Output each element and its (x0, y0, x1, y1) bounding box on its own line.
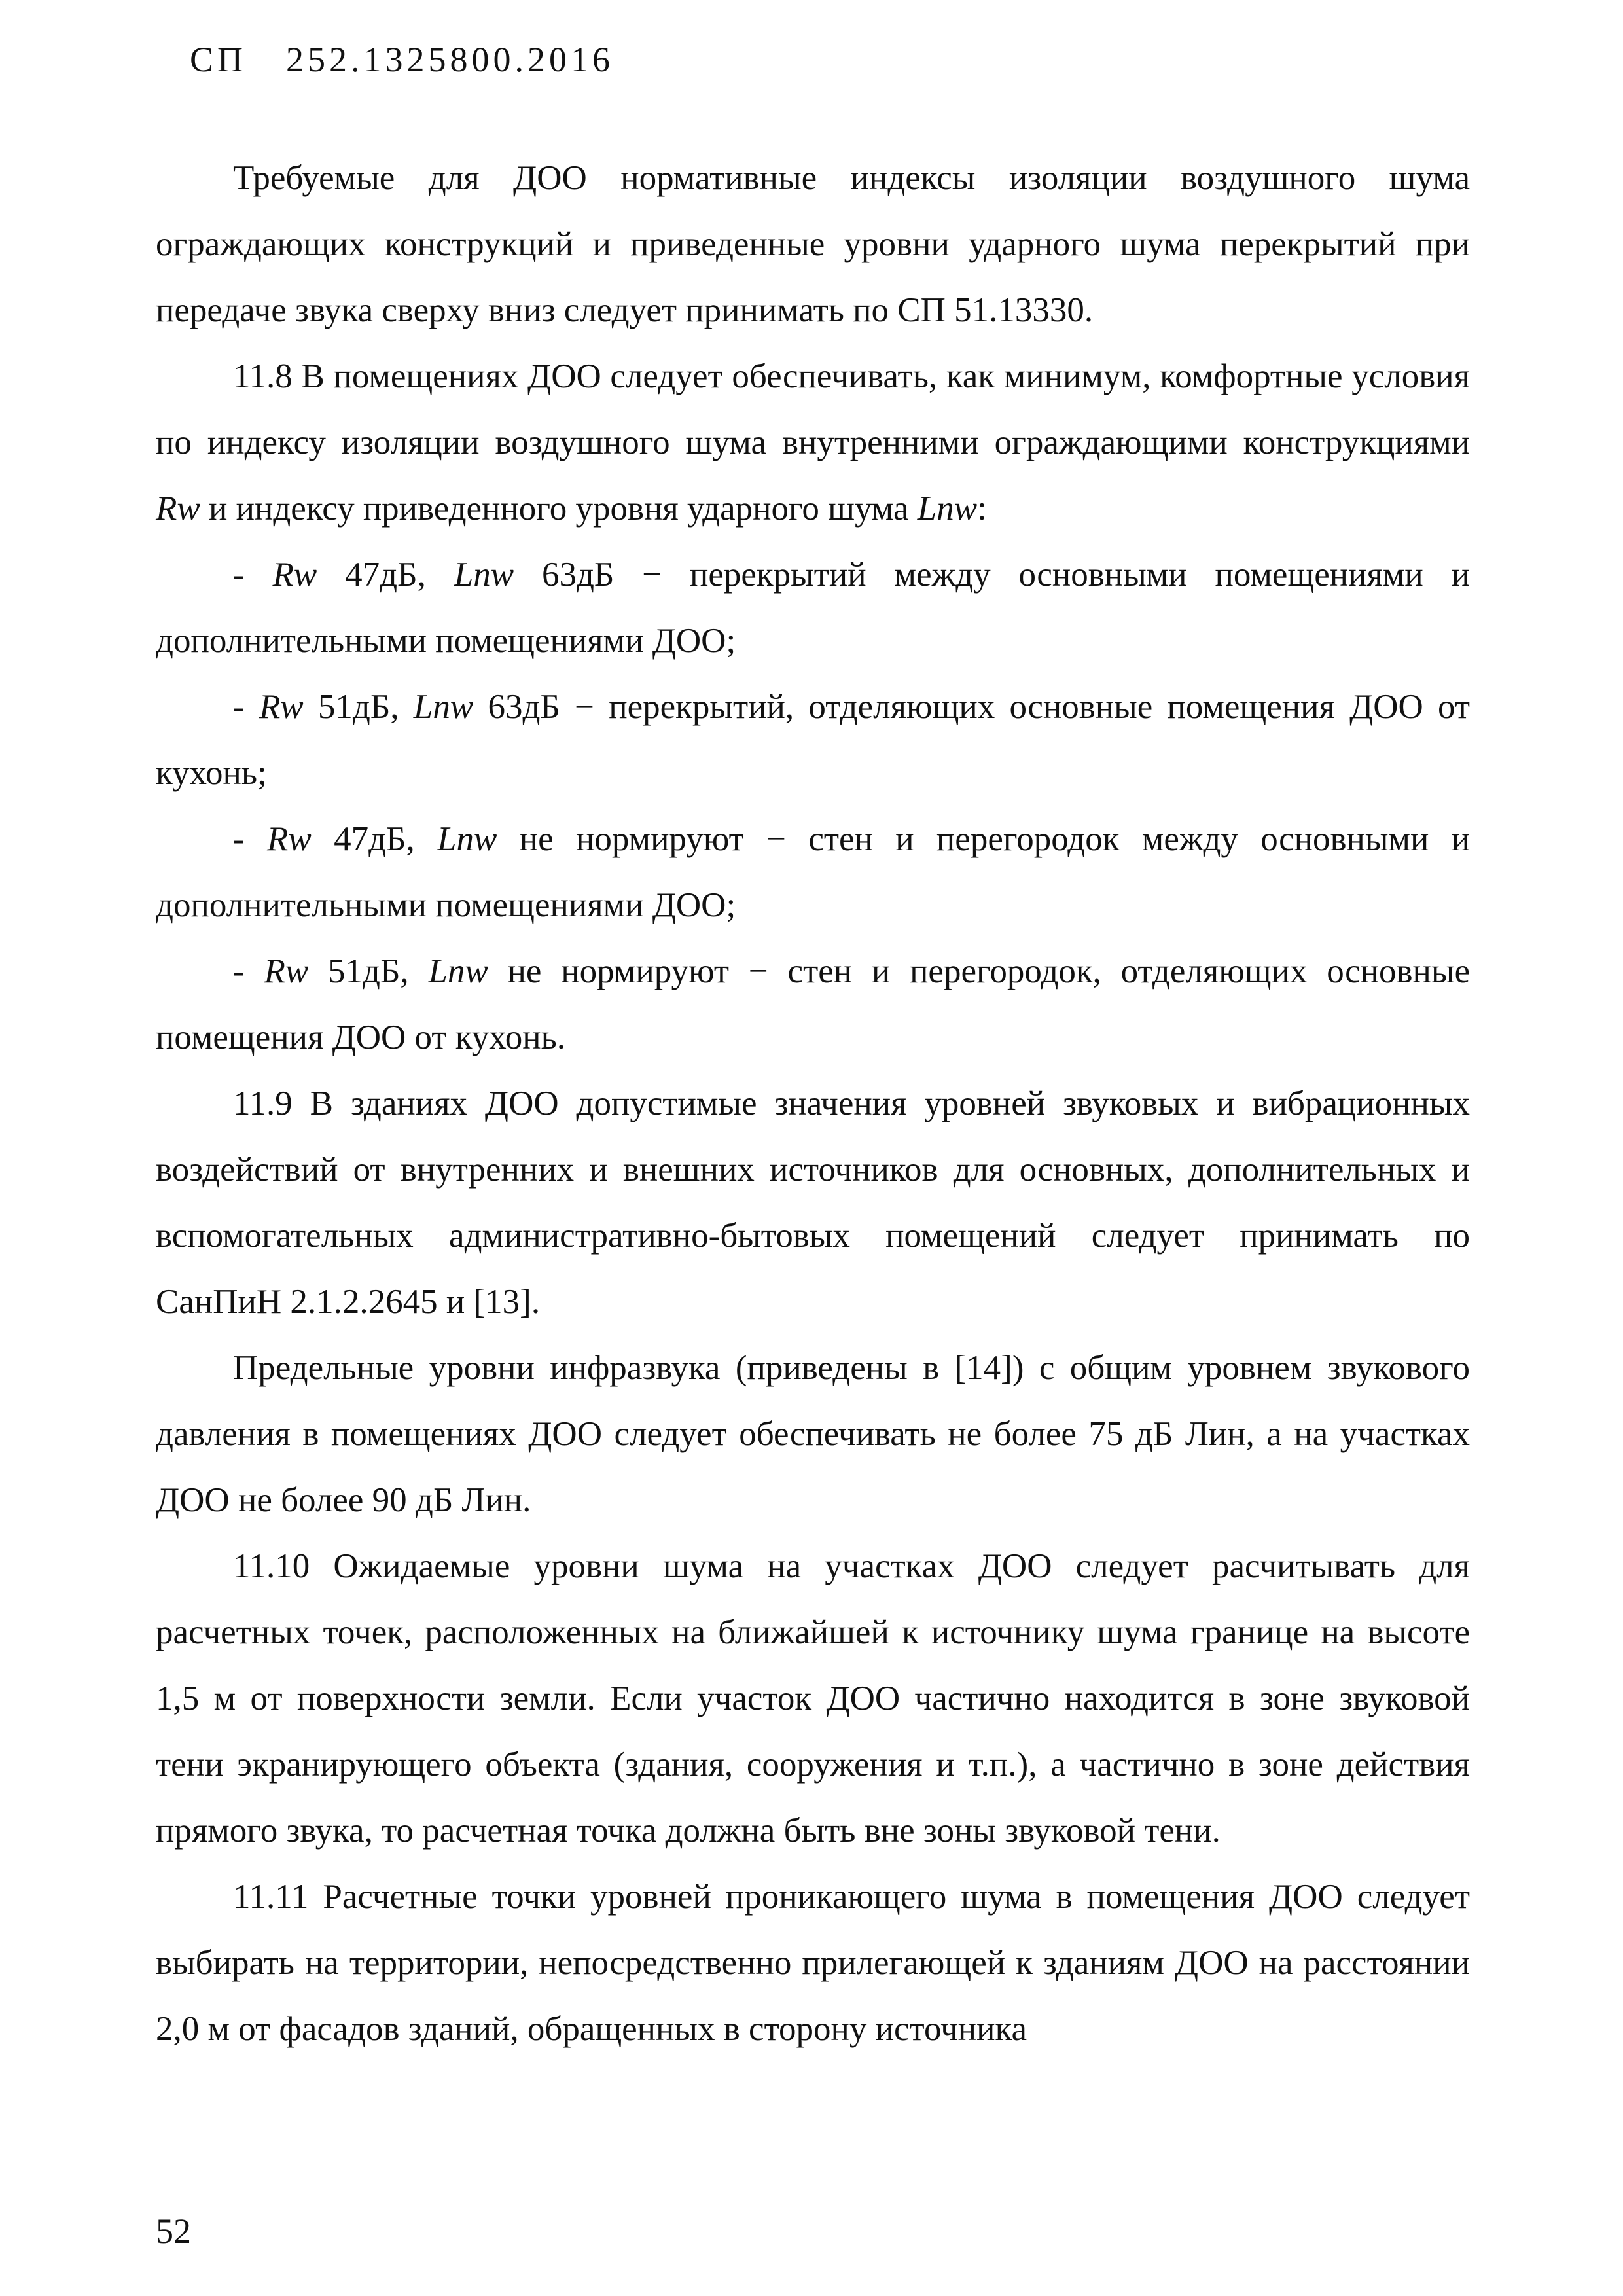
paragraph-infrasound: Предельные уровни инфразвука (приведены в [14]) с общим уровнем звукового давления в помещениях ДОО следует обеспечивать не более 75 дБ Лин, а на участках ДОО не более 90 дБ Лин. (156, 1349, 1470, 1519)
list-item-4-text: не нормируют − стен и перегородок, отделяющих основные помещения ДОО от кухонь. (156, 952, 1471, 1056)
term-lnw: Lnw (437, 820, 497, 858)
list-dash: - (233, 556, 245, 594)
list-dash: - (233, 820, 245, 858)
term-lnw: Lnw (428, 952, 488, 990)
paragraph-11-8-text: 11.8 В помещениях ДОО следует обеспечивать, как минимум, комфортные условия по индексу изоляции воздушного шума внутренними ограждающими конструкциями (156, 357, 1470, 461)
list-dash: - (233, 952, 245, 990)
term-lnw: Lnw (454, 556, 514, 594)
paragraph-requirements: Требуемые для ДОО нормативные индексы изоляции воздушного шума ограждающих конструкций и приведенные уровни ударного шума перекрытий при передаче звука сверху вниз следует принимать по СП 51.13330. (156, 159, 1470, 329)
header-prefix: СП (190, 40, 247, 79)
list-item-3-rw-value: 47дБ, (334, 820, 415, 858)
paragraph-11-9: 11.9 В зданиях ДОО допустимые значения уровней звуковых и вибрационных воздействий от внутренних и внешних источников для основных, дополнительных и вспомогательных административно-бытовых помещений следует принимать по СанПиН 2.1.2.2645 и [13]. (156, 1085, 1470, 1321)
term-rw: Rw (272, 556, 317, 594)
header-document-code: 252.1325800.2016 (286, 40, 615, 79)
term-lnw: Lnw (917, 490, 978, 528)
paragraph-11-8-mid: и индексу приведенного уровня ударного шума (208, 490, 909, 528)
list-item-4-rw-value: 51дБ, (327, 952, 409, 990)
paragraph-11-10: 11.10 Ожидаемые уровни шума на участках ДОО следует расчитывать для расчетных точек, расположенных на ближайшей к источнику шума границе на высоте 1,5 м от поверхности земли. Если участок ДОО частично находится в зоне звуковой тени экранирующего объекта (здания, сооружения и т.п.), а частично в зоне действия прямого звука, то расчетная точка должна быть вне зоны звуковой тени. (156, 1547, 1470, 1850)
page-number: 52 (156, 2212, 191, 2251)
list-item-2-rw-value: 51дБ, (317, 688, 399, 726)
term-rw: Rw (259, 688, 304, 726)
list-dash: - (233, 688, 245, 726)
term-rw: Rw (156, 490, 200, 528)
paragraph-11-8-end: : (977, 490, 987, 528)
list-item-2 (156, 674, 1470, 806)
list-item-4 (156, 939, 1470, 1071)
term-rw: Rw (264, 952, 309, 990)
term-rw: Rw (267, 820, 312, 858)
list-item-3 (156, 806, 1470, 939)
paragraph-11-8 (156, 344, 1470, 542)
paragraph-11-11: 11.11 Расчетные точки уровней проникающего шума в помещения ДОО следует выбирать на территории, непосредственно прилегающей к зданиям ДОО на расстоянии 2,0 м от фасадов зданий, обращенных в сторону источника (156, 1878, 1470, 2048)
list-item-1-text: 63дБ − перекрытий между основными помещениями и дополнительными помещениями ДОО; (156, 556, 1471, 660)
list-item-1 (156, 542, 1470, 674)
term-lnw: Lnw (413, 688, 474, 726)
list-item-2-text: 63дБ − перекрытий, отделяющих основные помещения ДОО от кухонь; (156, 688, 1471, 792)
list-item-1-rw-value: 47дБ, (345, 556, 426, 594)
list-item-3-text: не нормируют − стен и перегородок между основными и дополнительными помещениями ДОО; (156, 820, 1471, 924)
page-header (190, 39, 614, 80)
page-body (156, 145, 1470, 2062)
